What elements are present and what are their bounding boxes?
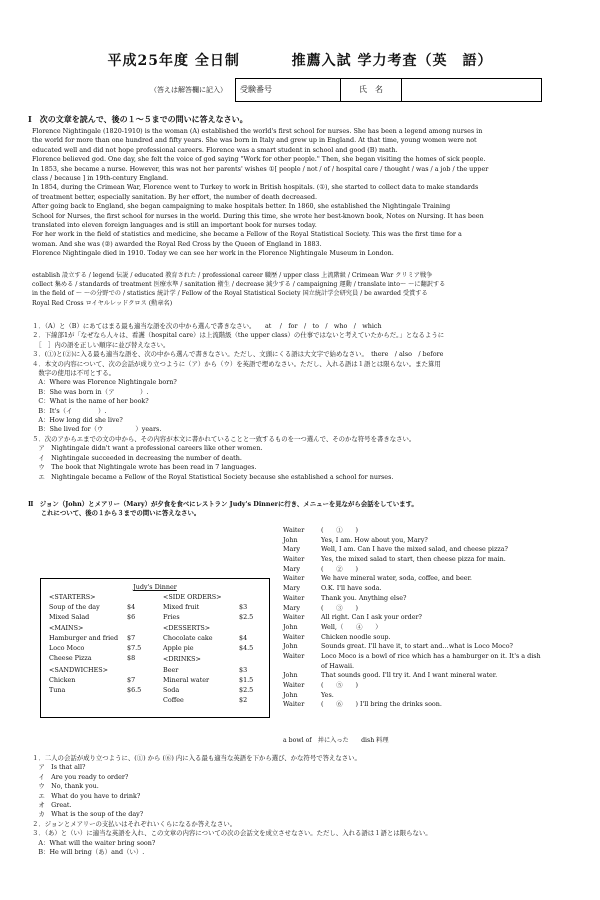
speaker: Waiter xyxy=(283,574,305,583)
utterance: Loco Moco is a bowl of rice which has a hamburger on it. It's a dish xyxy=(321,651,541,660)
speaker: Waiter xyxy=(283,681,305,689)
menu-item-name: Chicken xyxy=(49,676,76,684)
utterance: Thank you. Anything else? xyxy=(321,593,407,602)
page-title xyxy=(0,50,600,70)
menu-item-name: Tuna xyxy=(49,686,66,694)
menu-item-price: $7 xyxy=(127,676,136,684)
question-line: A：How long did she live? xyxy=(32,416,123,425)
section1-passage xyxy=(32,127,572,259)
question-line: エ Nightingale became a Fellow of the Royal Statistical Society because she established a school for nurses. xyxy=(32,472,394,481)
passage-line: Florence Nightingale died in 1910. Today we can see her work in the Florence Nightingale Museum in London. xyxy=(32,249,394,258)
speaker: Waiter xyxy=(283,526,305,534)
passage-line: of treatment better, especially sanitation. By her effort, the number of death decreased. xyxy=(32,192,318,201)
answer-note: （答えは解答欄に記入） xyxy=(150,86,227,94)
dialogue-line xyxy=(283,545,583,555)
passage-line: the world for more than one hundred and fifty years. She was born in Italy and grew up in England. At that time, young women were not xyxy=(32,136,477,145)
section2-heading xyxy=(28,500,588,519)
dialogue-line xyxy=(283,604,583,614)
menu-item-name: Hamburger and fried xyxy=(49,634,119,642)
dialogue-line xyxy=(283,565,583,575)
menu-starters-heading: <STARTERS> xyxy=(49,593,96,601)
utterance: That sounds good. I'll try it. And I want mineral water. xyxy=(321,671,498,680)
dialogue-line xyxy=(283,662,583,672)
utterance: Chicken noodle soup. xyxy=(321,632,391,641)
menu-item-price: $1.5 xyxy=(239,676,254,684)
question-line: イ Are you ready to order? xyxy=(32,772,129,781)
question-line: B：She was born in（ア ）. xyxy=(32,387,149,396)
dialogue-line xyxy=(283,526,583,536)
dialogue-line xyxy=(283,536,583,546)
utterance: We have mineral water, soda, coffee, and beer. xyxy=(321,574,472,583)
speaker: John xyxy=(283,690,298,699)
menu-item-price: $6 xyxy=(127,613,136,621)
menu-item-name: Loco Moco xyxy=(49,644,85,652)
speaker: Waiter xyxy=(283,613,305,622)
passage-line: class / because ] in 19th-century England. xyxy=(32,174,169,183)
question-line: A：Where was Florence Nightingale born? xyxy=(32,378,177,387)
dialogue-line xyxy=(283,584,583,594)
menu-item-price: $4 xyxy=(239,634,248,642)
question-line: ウ No, thank you. xyxy=(32,782,99,791)
menu-item-name: Fries xyxy=(163,613,180,621)
glossary-line: establish 設立する / legend 伝説 / educated 教育された / professional career 職歴 / upper class 上流階級 / Crimean War クリミア戦争 xyxy=(32,272,433,279)
name-label: 氏 名 xyxy=(341,79,402,101)
utterance: Well, I am. Can I have the mixed salad, and cheese pizza? xyxy=(321,545,508,554)
dialogue-line xyxy=(283,700,583,710)
section1-heading: Ⅰ 次の文章を読んで、後の１～５までの問いに答えなさい。 xyxy=(28,114,248,124)
section2-questions xyxy=(32,754,577,857)
question-line: ３．（あ）と（い）に適当な英語を入れ、この文章の内容についての次の会話文を成立させなさい。ただし、入れる語は１語とは限らない。 xyxy=(32,829,432,838)
glossary-line: in the field of ～ ～の分野での / statistics 統計学 / Fellow of the Royal Statistical Society 国立統計学会研究員 / be awarded 受賞する xyxy=(32,290,428,298)
menu-box xyxy=(40,578,270,718)
passage-line: For her work in the field of statistics and medicine, she became a Fellow of the Royal Statistical Society. This was the first time for a xyxy=(32,230,462,239)
question-line: ［ ］内の語を正しい順序に並び替えなさい。 xyxy=(32,340,170,349)
passage-line: Florence believed god. One day, she felt the voice of god saying "Work for other people." Then, she began visiting the homes of sick people. xyxy=(32,155,486,164)
menu-item-price: $3 xyxy=(239,666,248,674)
utterance: Yes, I am. How about you, Mary? xyxy=(321,535,428,544)
question-line: エ What do you have to drink? xyxy=(32,791,141,800)
question-line: ウ The book that Nightingale wrote has been read in 7 languages. xyxy=(32,463,257,472)
exam-number-field[interactable]: 受験番号 xyxy=(236,79,341,101)
menu-item-price: $2 xyxy=(239,696,248,704)
speaker: Mary xyxy=(283,603,301,612)
passage-line: translated into eleven foreign languages and is still an important book for nurses today. xyxy=(32,221,317,230)
question-line: ５．次のアからエまでの文の中から、その内容が本文に書かれていることと一致するものを一つ選んで、そのかな符号を書きなさい。 xyxy=(32,434,416,443)
question-line: C：What is the name of her book? xyxy=(32,397,149,406)
menu-item-name: Mineral water xyxy=(163,676,210,684)
glossary-line: collect 集める / standards of treatment 医療水準 / sanitation 衛生 / decrease 減少する / campaigning 運動 / translate into～ ～に翻訳する xyxy=(32,281,446,289)
question-line: ４．本文の内容について、次の会話が成り立つように（ア）から（ウ）を英語で埋めなさい。ただし、入れる語は１語とは限らない。また算用 xyxy=(32,359,441,368)
question-line: カ What is the soup of the day? xyxy=(32,810,144,819)
question-line: ア Is that all? xyxy=(32,763,86,772)
menu-item-price: $4 xyxy=(127,603,136,611)
passage-line: School for Nurses, the first school for nurses in the world. During this time, she wrote her best-known book, Notes on Nursing. It has been xyxy=(32,211,484,220)
glossary-line: Royal Red Cross ロイヤルレッドクロス (勲章名) xyxy=(32,299,173,307)
speaker: Waiter xyxy=(283,700,305,709)
menu-item-name: Cheese Pizza xyxy=(49,654,92,662)
menu-desserts-heading: <DESSERTS> xyxy=(163,624,211,632)
utterance: ( ① ) xyxy=(321,526,358,534)
speaker: John xyxy=(283,671,298,680)
dialogue xyxy=(283,526,583,710)
passage-line: In 1854, during the Crimean War, Florence went to Turkey to work in British hospitals. (①), she started to collect data to make standards xyxy=(32,183,479,192)
question-line: A：What will the waiter bring soon? xyxy=(32,838,156,847)
dialogue-line xyxy=(283,642,583,652)
menu-item-price: $2.5 xyxy=(239,686,254,694)
menu-item-name: Soup of the day xyxy=(49,603,100,611)
menu-item-name: Coffee xyxy=(163,696,184,704)
question-line: １．（A）と（B）にあてはまる最も適当な語を次の中から選んで書きなさい。 at / for / to / who / which xyxy=(32,322,382,330)
question-line: B：He will bring（あ）and（い）. xyxy=(32,848,145,857)
dialogue-line xyxy=(283,574,583,584)
menu-item-price: $3 xyxy=(239,603,248,611)
passage-line: woman. And she was (②) awarded the Royal Red Cross by the Queen of England in 1883. xyxy=(32,239,322,248)
menu-item-name: Beer xyxy=(163,666,179,674)
menu-title: Judy's Dinner xyxy=(133,583,177,591)
question-line: ２．ジョンとメアリーの支払いはそれぞれいくらになるか答えなさい。 xyxy=(32,819,237,828)
header-answer-box xyxy=(235,78,542,102)
speaker: John xyxy=(283,535,298,544)
dialogue-line xyxy=(283,671,583,681)
menu-item-name: Mixed Salad xyxy=(49,613,90,621)
utterance: Yes. xyxy=(321,690,334,699)
speaker: John xyxy=(283,642,298,651)
dialogue-line xyxy=(283,623,583,633)
menu-mains-heading: <MAINS> xyxy=(49,624,84,632)
speaker: Mary xyxy=(283,564,301,573)
menu-item-name: Apple pie xyxy=(163,644,194,652)
menu-drinks-heading: <DRINKS> xyxy=(163,655,201,663)
question-line: ３．(①)と(②)に入る最も適当な語を、次の中から選んで書きなさい。ただし、文頭にくる語は大文字で始めなさい。 there / also / before xyxy=(32,350,444,359)
menu-item-price: $2.5 xyxy=(239,613,254,621)
menu-item-price: $6.5 xyxy=(127,686,142,694)
dialogue-line xyxy=(283,652,583,662)
utterance: Yes, the mixed salad to start, then cheese pizza for main. xyxy=(321,555,506,564)
utterance: of Hawaii. xyxy=(321,661,355,670)
passage-line: educated well and did not hope professional careers. Florence was a smart student in school and good (B) math. xyxy=(32,145,398,154)
question-line: B：It's（イ ）. xyxy=(32,406,107,415)
menu-item-name: Chocolate cake xyxy=(163,634,213,642)
question-line: ア Nightingale didn't want a professional careers like other women. xyxy=(32,444,263,453)
question-line: １．二人の会話が成り立つように、(①) から (⑥) 内に入る最も適当な英語を下から選び、かな符号で答えなさい。 xyxy=(32,754,361,762)
menu-item-name: Soda xyxy=(163,686,180,694)
dialogue-line xyxy=(283,681,583,691)
utterance: ( ⑥ ) I'll bring the drinks soon. xyxy=(321,700,442,709)
speaker: Waiter xyxy=(283,593,305,602)
dialogue-footnote: a bowl of 丼に入った dish 料理 xyxy=(283,737,389,744)
section2-heading-line: Ⅱ ジョン（John）とメアリー（Mary）が夕食を食べにレストラン Judy's Dinnerに行き、メニューを見ながら会話をしています。 xyxy=(28,500,418,508)
speaker: Waiter xyxy=(283,651,305,660)
question-line: イ Nightingale succeeded in decreasing the number of death. xyxy=(32,453,242,462)
speaker: Waiter xyxy=(283,632,305,641)
question-line: ２．下線部1が「なぜなら人々は、看護（hospital care）は上流階級（the upper class）の仕事ではないと考えていたからだ。」となるように xyxy=(32,331,445,340)
title-right: 推薦入試 学力考査（英 語） xyxy=(291,53,493,69)
passage-line: In 1853, she became a nurse. However, this was not her parents' wishes ①[ people / not / of / hospital care / thought / was / a job / the upper xyxy=(32,164,489,173)
speaker: Mary xyxy=(283,584,301,593)
utterance: All right. Can I ask your order? xyxy=(321,613,422,622)
menu-item-price: $4.5 xyxy=(239,644,254,652)
menu-sandwiches-heading: <SANDWICHES> xyxy=(49,666,109,674)
utterance: ( ② ) xyxy=(321,564,358,573)
question-line: B：She lived for（ウ ）years. xyxy=(32,425,162,434)
menu-item-price: $7 xyxy=(127,634,136,642)
passage-line: After going back to England, she began campaigning to make hospitals better. In 1860, she established the Nightingale Training xyxy=(32,202,451,211)
dialogue-line xyxy=(283,613,583,623)
dialogue-line xyxy=(283,691,583,701)
speaker: Mary xyxy=(283,545,301,554)
menu-item-price: $8 xyxy=(127,654,136,662)
title-left: 平成25年度 全日制 xyxy=(107,53,240,69)
dialogue-line xyxy=(283,594,583,604)
utterance: Sounds great. I'll have it, to start and…what is Loco Moco? xyxy=(321,642,513,651)
section1-glossary xyxy=(32,271,572,308)
utterance: ( ③ ) xyxy=(321,603,358,612)
utterance: Well,（ ④ ） xyxy=(321,622,382,631)
section2-heading-line: これについて、後の１から３までの問いに答えなさい。 xyxy=(28,509,201,518)
section1-questions xyxy=(32,322,577,482)
menu-sides-heading: <SIDE ORDERS> xyxy=(163,593,222,601)
utterance: O.K. I'll have soda. xyxy=(321,584,382,593)
menu-item-price: $7.5 xyxy=(127,644,142,652)
utterance: ( ⑤ ) xyxy=(321,681,358,689)
question-line: オ Great. xyxy=(32,801,72,810)
dialogue-line xyxy=(283,555,583,565)
passage-line: Florence Nightingale (1820-1910) is the woman (A) established the world's first school for nurses. She has been a legend among nurses in xyxy=(32,127,483,135)
question-line: 数字の使用は不可とする。 xyxy=(32,369,116,378)
speaker: John xyxy=(283,622,298,631)
menu-item-name: Mixed fruit xyxy=(163,603,200,611)
dialogue-line xyxy=(283,633,583,643)
speaker: Waiter xyxy=(283,555,305,564)
